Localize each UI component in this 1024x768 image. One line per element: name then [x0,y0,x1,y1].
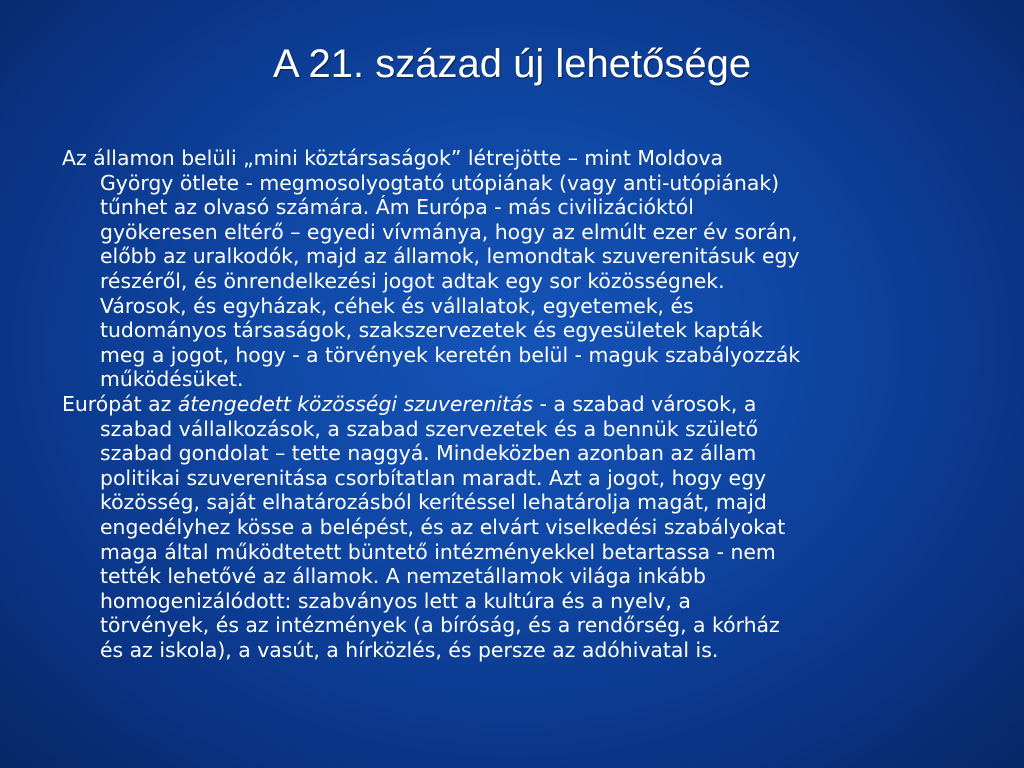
text-line: működésüket. [100,367,244,392]
text-line: engedélyhez kösse a belépést, és az elvárt viselkedési szabályokat [100,514,786,539]
text-line: részéről, és önrendelkezési jogot adtak egy sor közösségnek. [100,268,725,293]
text-line: szabad gondolat – tette naggyá. Mindeközben azonban az állam [100,441,757,466]
text-line: tették lehetővé az államok. A nemzetállamok világa inkább [100,564,706,589]
paragraph-mini-republics [62,146,997,392]
text-line: maga által működtetett büntető intézményekkel betartassa - nem [100,539,776,564]
emphasized-phrase: átengedett közösségi szuverenitás [177,391,534,416]
text-line: szabad vállalkozások, a szabad szervezetek és a bennük születő [100,416,759,441]
text-line: előbb az uralkodók, majd az államok, lemondtak szuverenitásuk egy [100,244,800,269]
text-line: György ötlete - megmosolyogtató utópiának (vagy anti-utópiának) [100,170,780,195]
text-line: politikai szuverenitása csorbítatlan maradt. Azt a jogot, hogy egy [100,465,767,490]
text-line-prefix: Európát az [62,391,178,416]
text-line: Az államon belüli „mini köztársaságok” létrejötte – mint Moldova [62,146,724,170]
text-line: Városok, és egyházak, céhek és vállalatok, egyetemek, és [100,293,694,318]
text-line: tűnhet az olvasó számára. Ám Európa - más civilizációktól [100,195,694,220]
text-line-suffix: - a szabad városok, a [533,391,757,416]
text-line: meg a jogot, hogy - a törvények keretén belül - maguk szabályozzák [100,342,801,367]
slide-body [62,146,997,662]
text-line: közösség, saját elhatározásból kerítéssel lehatárolja magát, majd [100,490,767,515]
text-line: homogenizálódott: szabványos lett a kultúra és a nyelv, a [100,588,691,613]
paragraph-community-sovereignty [62,392,997,663]
slide-title: A 21. század új lehetősége [272,42,752,86]
text-line: gyökeresen eltérő – egyedi vívmánya, hogy az elmúlt ezer év során, [100,219,798,244]
text-line: törvények, és az intézmények (a bíróság, és a rendőrség, a kórház [100,613,780,638]
text-line: tudományos társaságok, szakszervezetek és egyesületek kapták [100,318,763,343]
text-line: és az iskola), a vasút, a hírközlés, és persze az adóhivatal is. [100,637,719,662]
